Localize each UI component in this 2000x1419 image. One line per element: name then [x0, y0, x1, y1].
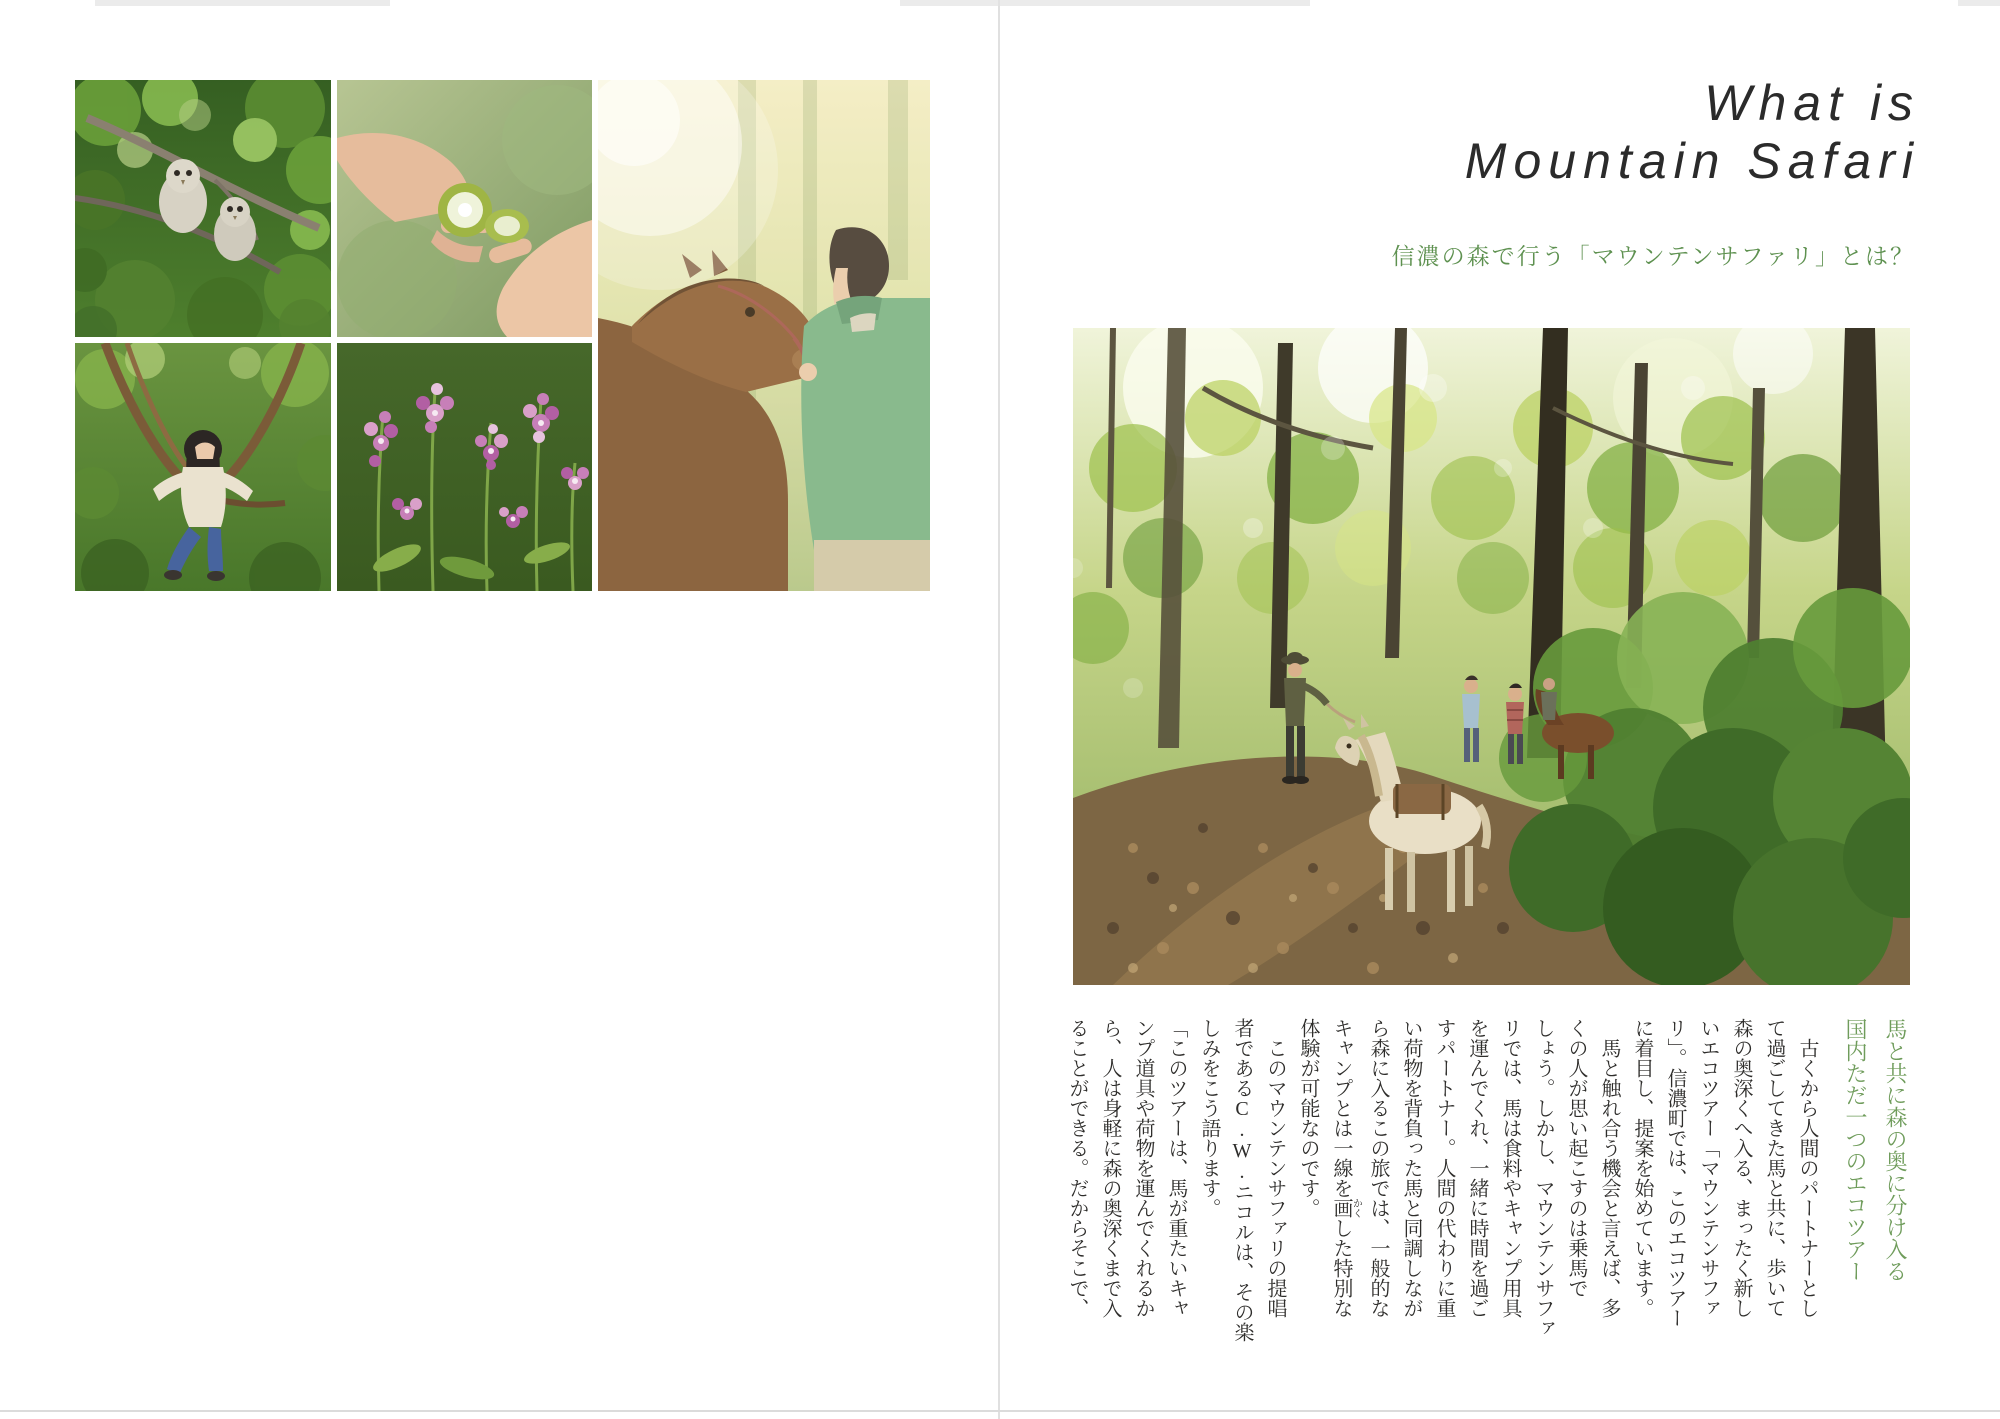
text-column: リでは、馬は食料やキャンプ用具	[1499, 1018, 1521, 1318]
text-column: ら森に入るこの旅では、一般的な	[1367, 1018, 1389, 1318]
text-column: くの人が思い起こすのは乗馬で	[1565, 1018, 1587, 1298]
text-column: キャンプとは一線を画かくした特別な	[1330, 1018, 1362, 1318]
forest-trek-photo-graphic	[1073, 328, 1910, 985]
orchid-flowers-photo-graphic	[337, 343, 592, 591]
text-column: しみをこう語ります。	[1198, 1018, 1220, 1218]
title-line-2: Mountain Safari	[1464, 133, 1920, 189]
text-column: 森の奥深くへ入る、まったく新し	[1730, 1018, 1752, 1318]
text-column: い荷物を背負った馬と同調しなが	[1400, 1018, 1422, 1318]
text-column: ンプ道具や荷物を運んでくれるか	[1132, 1018, 1154, 1318]
fruit-hands-photo	[337, 80, 592, 337]
text-column: 馬と共に森の奥に分け入る	[1883, 1018, 1908, 1282]
text-column: このマウンテンサファリの提唱	[1264, 1018, 1286, 1318]
horse-woman-photo-graphic	[598, 80, 930, 591]
swing-photo	[75, 343, 331, 591]
orchid-flowers-photo	[337, 343, 592, 591]
top-edge-artifact	[1958, 0, 2000, 6]
text-column: ら、人は身軽に森の奥深くまで入	[1099, 1018, 1121, 1318]
text-column: しょう。しかし、マウンテンサファ	[1532, 1018, 1554, 1338]
page-gutter-line	[998, 0, 1000, 1419]
forest-trek-photo	[1073, 328, 1910, 985]
page-subtitle: 信濃の森で行う「マウンテンサファリ」とは？	[1391, 244, 1915, 269]
right-body-text-block	[1060, 1018, 1915, 1342]
page-bottom-edge	[0, 1410, 2000, 1412]
swing-photo-graphic	[75, 343, 331, 591]
right-body-text	[1060, 1018, 1823, 1342]
horse-woman-photo	[598, 80, 930, 591]
text-column: いエコツアー「マウンテンサファ	[1697, 1018, 1719, 1318]
text-column: 国内ただ一つのエコツアー	[1843, 1018, 1868, 1282]
text-column: 古くから人間のパートナーとし	[1796, 1018, 1818, 1318]
owls-photo-graphic	[75, 80, 331, 337]
text-column: すパートナー。人間の代わりに重	[1433, 1018, 1455, 1318]
right-bushes	[1499, 588, 1910, 985]
section-heading-ecotour	[1835, 1018, 1915, 1342]
text-column: ることができる。だからそこで、	[1066, 1018, 1088, 1318]
text-column: リ」。信濃町では、このエコツアー	[1664, 1018, 1686, 1328]
text-column: を運んでくれ、一緒に時間を過ご	[1466, 1018, 1488, 1318]
text-column: 者であるC.W.ニコルは、その楽	[1231, 1018, 1253, 1342]
owls-photo	[75, 80, 331, 337]
top-edge-artifact	[900, 0, 1310, 6]
text-column: 体験が可能なのです。	[1297, 1018, 1319, 1218]
text-column: 馬と触れ合う機会と言えば、多	[1598, 1018, 1620, 1318]
page-title	[1465, 74, 1920, 190]
text-column: て過ごしてきた馬と共に、歩いて	[1763, 1018, 1785, 1318]
fruit-hands-photo-graphic	[337, 80, 592, 337]
text-column: に着目し、提案を始めています。	[1631, 1018, 1653, 1318]
page-left	[0, 0, 998, 1419]
text-column: 「このツアーは、馬が重たいキャ	[1165, 1018, 1187, 1318]
top-edge-artifact	[95, 0, 390, 6]
title-line-1: What is	[1704, 75, 1920, 131]
